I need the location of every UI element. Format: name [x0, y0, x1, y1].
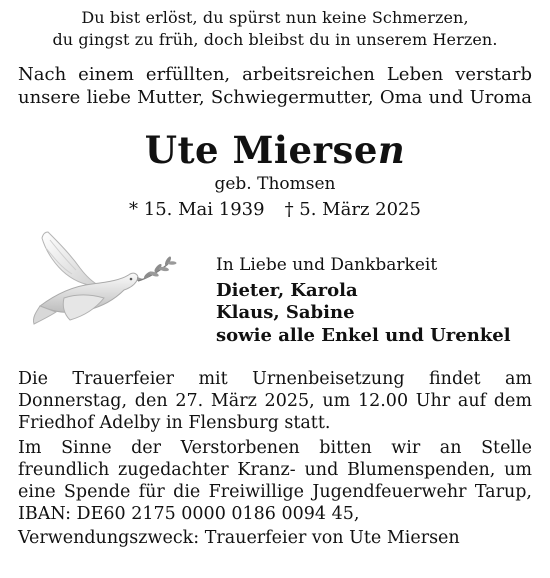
life-dates — [0, 201, 550, 219]
maiden-name: geb. Thomsen — [214, 174, 336, 194]
mourner-line-1: Dieter, Karola — [216, 280, 358, 301]
motto-line-2: du gingst zu früh, doch bleibst du in unserem Herzen. — [52, 30, 498, 49]
donation-iban: IBAN: DE60 2175 0000 0186 0094 45, — [18, 504, 360, 524]
ceremony-line-2: Donnerstag, den 27. März 2025, um 12.00 Uhr auf dem — [18, 391, 532, 411]
motto-line-1: Du bist erlöst, du spürst nun keine Schmerzen, — [81, 8, 469, 27]
intro-line-1: Nach einem erfüllten, arbeitsreichen Leben verstarb — [18, 64, 532, 85]
dove-with-olive-branch-icon — [30, 228, 190, 340]
donation-reference: Verwendungszweck: Trauerfeier von Ute Miersen — [18, 528, 460, 548]
donation-line-1: Im Sinne der Verstorbenen bitten wir an Stelle — [18, 438, 532, 458]
mourner-line-3: sowie alle Enkel und Urenkel — [216, 325, 511, 346]
deceased-name-last-letter: n — [377, 128, 406, 172]
deceased-name — [0, 128, 550, 172]
mourner-line-2: Klaus, Sabine — [216, 302, 355, 323]
ceremony-line-3: Friedhof Adelby in Flensburg statt. — [18, 413, 331, 433]
birth-date: * 15. Mai 1939 — [129, 199, 265, 220]
death-date: † 5. März 2025 — [284, 199, 421, 220]
deceased-name-main: Ute Mierse — [144, 128, 378, 172]
ceremony-line-1: Die Trauerfeier mit Urnenbeisetzung findet am — [18, 369, 532, 389]
mourners-intro: In Liebe und Dankbarkeit — [216, 255, 438, 275]
donation-line-2: freundlich zugedachter Kranz- und Blumenspenden, um — [18, 460, 532, 480]
donation-line-3: eine Spende für die Freiwillige Jugendfeuerwehr Tarup, — [18, 482, 532, 502]
intro-line-2: unsere liebe Mutter, Schwiegermutter, Oma und Uroma — [18, 87, 532, 108]
